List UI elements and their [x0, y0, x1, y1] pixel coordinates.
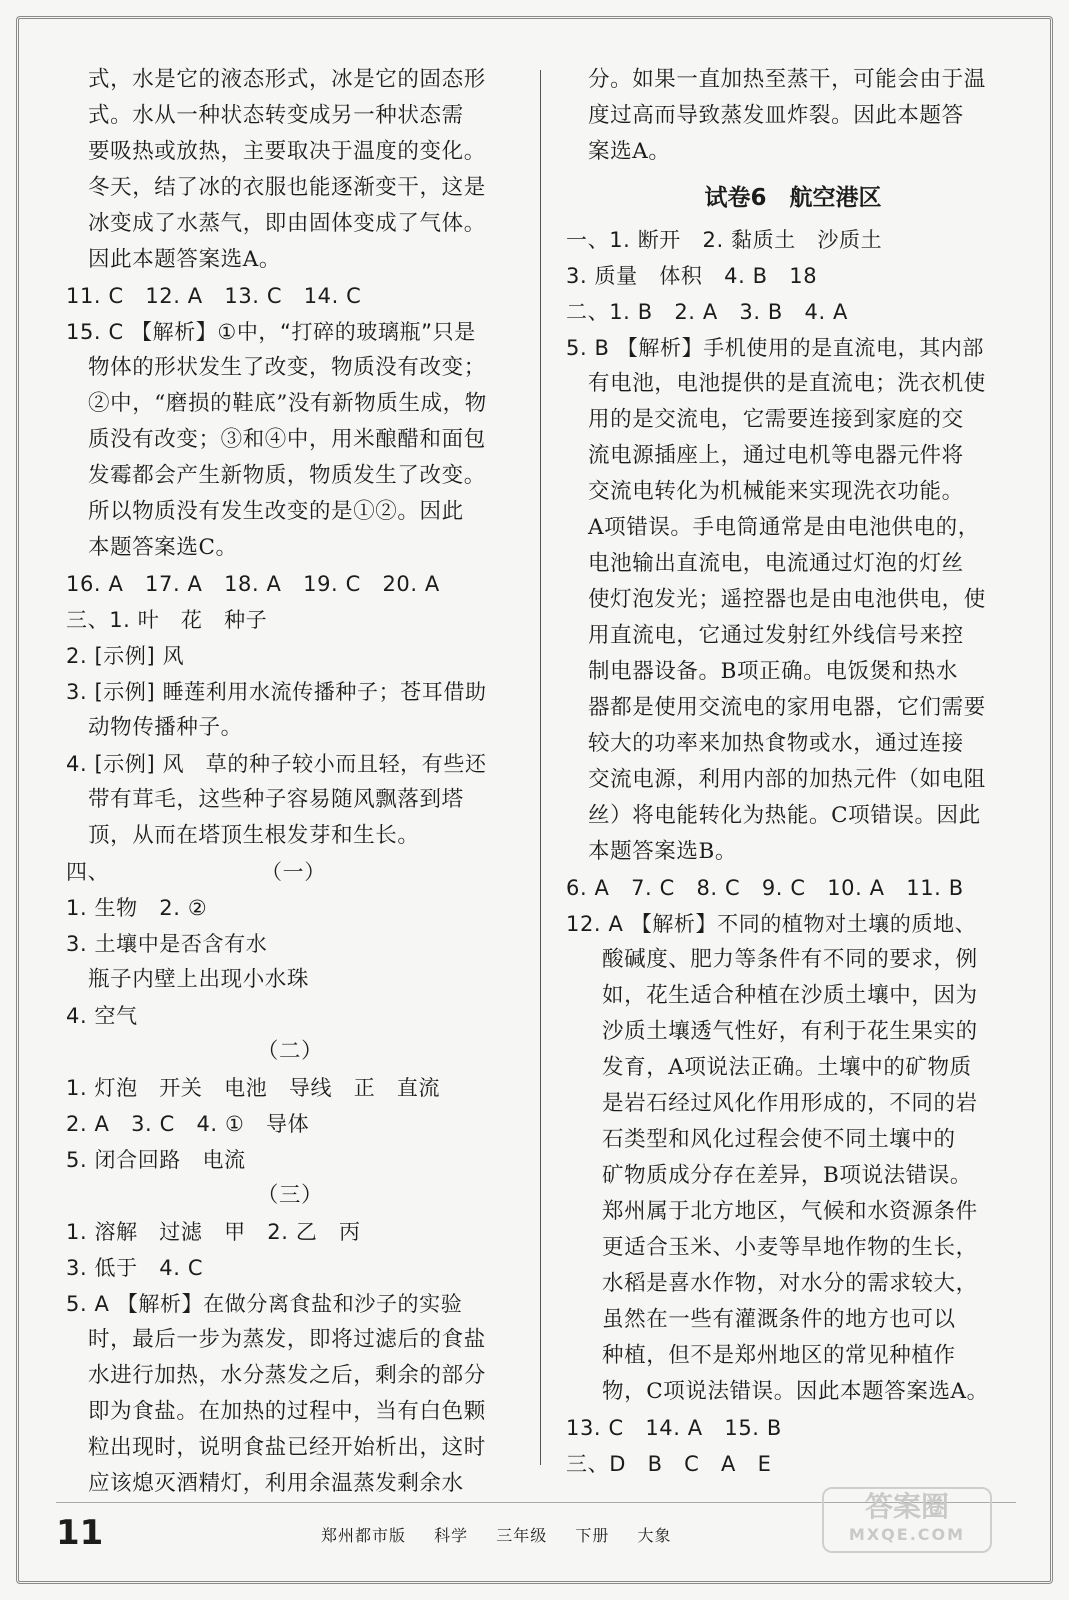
watermark-logo	[822, 1487, 992, 1553]
column-divider	[540, 70, 541, 1465]
answer-line: 5. 闭合回路 电流	[66, 1148, 246, 1172]
answer-line: 二、1. B 2. A 3. B 4. A	[566, 300, 848, 324]
explanation-line: 式。水从一种状态转变成另一种状态需	[88, 103, 464, 128]
explanation-line: 所以物质没有发生改变的是①②。因此	[88, 499, 464, 524]
answer-line: 16. A 17. A 18. A 19. C 20. A	[66, 572, 440, 596]
explanation-line: 水进行加热，水分蒸发之后，剩余的部分	[88, 1363, 486, 1388]
explanation-line: 郑州属于北方地区，气候和水资源条件	[602, 1199, 978, 1224]
subsection-label: （二）	[256, 1039, 324, 1064]
answer-line: 13. C 14. A 15. B	[566, 1416, 782, 1440]
explanation-line: 冬天，结了冰的衣服也能逐渐变干，这是	[88, 175, 486, 200]
explanation-line: 本题答案选C。	[88, 535, 238, 560]
answer-line: 5. A 【解析】在做分离食盐和沙子的实验	[66, 1292, 463, 1316]
footer-grade: 三年级	[496, 1526, 548, 1545]
explanation-line: 式，水是它的液态形式，冰是它的固态形	[88, 67, 486, 92]
explanation-line: 较大的功率来加热食物或水，通过连接	[588, 731, 964, 756]
answer-line: 四、 （一）	[66, 860, 326, 884]
answer-line: 4. [示例] 风 草的种子较小而且轻，有些还	[66, 752, 487, 776]
explanation-line: 使灯泡发光；遥控器也是由电池供电，使	[588, 587, 986, 612]
explanation-line: 虽然在一些有灌溉条件的地方也可以	[602, 1307, 956, 1332]
answer-line: 1. 生物 2. ②	[66, 896, 208, 920]
explanation-line: 动物传播种子。	[88, 715, 243, 740]
explanation-line: 用直流电，它通过发射红外线信号来控	[588, 623, 964, 648]
explanation-line: 应该熄灭酒精灯，利用余温蒸发剩余水	[88, 1471, 464, 1496]
answer-line: 2. [示例] 风	[66, 644, 185, 668]
right-column-continuation	[566, 62, 1020, 170]
explanation-line: 用的是交流电，它需要连接到家庭的交	[588, 407, 964, 432]
explanation-line: 电池输出直流电，电流通过灯泡的灯丝	[588, 551, 964, 576]
explanation-line: 石类型和风化过程会使不同土壤中的	[602, 1127, 956, 1152]
explanation-line: 交流电转化为机械能来实现洗衣功能。	[588, 479, 964, 504]
left-column	[66, 62, 514, 1502]
explanation-line: 更适合玉米、小麦等旱地作物的生长，	[602, 1235, 978, 1260]
answer-line: 3. 土壤中是否含有水	[66, 932, 268, 956]
explanation-line: 物，C项说法错误。因此本题答案选A。	[602, 1379, 989, 1404]
watermark-text: 答案圈	[864, 1490, 949, 1523]
explanation-line: A项错误。手电筒通常是由电池供电的，	[588, 515, 980, 540]
explanation-line: 物体的形状发生了改变，物质没有改变；	[88, 355, 486, 380]
footer-subject: 科学	[434, 1526, 469, 1545]
explanation-line: 本题答案选B。	[588, 839, 738, 864]
section-heading: 试卷6 航空港区	[704, 185, 882, 211]
answer-line: 3. 低于 4. C	[66, 1256, 204, 1280]
answer-line: 4. 空气	[66, 1004, 138, 1028]
answer-line: 三、D B C A E	[566, 1452, 772, 1476]
explanation-line: 质没有改变；③和④中，用米酿醋和面包	[88, 427, 486, 452]
explanation-line: 顶，从而在塔顶生根发芽和生长。	[88, 823, 420, 848]
explanation-line: 丝）将电能转化为热能。C项错误。因此	[588, 803, 981, 828]
explanation-line: ②中，“磨损的鞋底”没有新物质生成，物	[88, 391, 487, 416]
answer-line: 3. [示例] 睡莲利用水流传播种子；苍耳借助	[66, 680, 487, 704]
answer-line: 15. C 【解析】①中，“打碎的玻璃瓶”只是	[66, 320, 476, 344]
footer-info	[321, 1523, 693, 1546]
explanation-line: 发霉都会产生新物质，物质发生了改变。	[88, 463, 486, 488]
answer-line: 1. 灯泡 开关 电池 导线 正 直流	[66, 1076, 441, 1100]
answer-line: 2. A 3. C 4. ① 导体	[66, 1112, 310, 1136]
explanation-line: 有电池，电池提供的是直流电；洗衣机使	[588, 371, 986, 396]
explanation-line: 案选A。	[588, 139, 671, 164]
footer-publisher: 大象	[637, 1526, 672, 1545]
footer-volume: 下册	[575, 1526, 610, 1545]
explanation-line: 瓶子内壁上出现小水珠	[88, 967, 310, 992]
answer-line: 一、1. 断开 2. 黏质土 沙质土	[566, 228, 883, 252]
explanation-line: 是岩石经过风化作用形成的，不同的岩	[602, 1091, 978, 1116]
explanation-line: 要吸热或放热，主要取决于温度的变化。	[88, 139, 486, 164]
page-footer	[56, 1490, 1016, 1563]
explanation-line: 冰变成了水蒸气，即由固体变成了气体。	[88, 211, 486, 236]
explanation-line: 带有茸毛，这些种子容易随风飘落到塔	[88, 787, 464, 812]
answer-line: 12. A 【解析】不同的植物对土壤的质地、	[566, 912, 977, 936]
right-column	[566, 62, 1020, 1482]
explanation-line: 矿物质成分存在差异，B项说法错误。	[602, 1163, 973, 1188]
explanation-line: 种植，但不是郑州地区的常见种植作	[602, 1343, 956, 1368]
answer-line: 5. B 【解析】手机使用的是直流电，其内部	[566, 336, 984, 360]
footer-edition: 郑州都市版	[321, 1526, 407, 1545]
subsection-label: （三）	[256, 1183, 324, 1208]
explanation-line: 酸碱度、肥力等条件有不同的要求，例	[602, 947, 978, 972]
explanation-line: 制电器设备。B项正确。电饭煲和热水	[588, 659, 959, 684]
explanation-line: 器都是使用交流电的家用电器，它们需要	[588, 695, 986, 720]
answer-line: 11. C 12. A 13. C 14. C	[66, 284, 362, 308]
explanation-line: 因此本题答案选A。	[88, 247, 281, 272]
watermark-url: MXQE.COM	[848, 1525, 966, 1544]
explanation-line: 时，最后一步为蒸发，即将过滤后的食盐	[88, 1327, 486, 1352]
explanation-line: 水稻是喜水作物，对水分的需求较大，	[602, 1271, 978, 1296]
answer-line: 1. 溶解 过滤 甲 2. 乙 丙	[66, 1220, 361, 1244]
page-number: 11	[56, 1513, 104, 1553]
explanation-line: 度过高而导致蒸发皿炸裂。因此本题答	[588, 103, 964, 128]
right-column-answers	[566, 222, 1020, 1482]
explanation-line: 交流电源，利用内部的加热元件（如电阻	[588, 767, 986, 792]
explanation-line: 如，花生适合种植在沙质土壤中，因为	[602, 983, 978, 1008]
explanation-line: 分。如果一直加热至蒸干，可能会由于温	[588, 67, 986, 92]
explanation-line: 即为食盐。在加热的过程中，当有白色颗	[88, 1399, 486, 1424]
explanation-line: 流电源插座上，通过电机等电器元件将	[588, 443, 964, 468]
explanation-line: 沙质土壤透气性好，有利于花生果实的	[602, 1019, 978, 1044]
explanation-line: 粒出现时，说明食盐已经开始析出，这时	[88, 1435, 486, 1460]
explanation-line: 发育，A项说法正确。土壤中的矿物质	[602, 1055, 972, 1080]
answer-line: 6. A 7. C 8. C 9. C 10. A 11. B	[566, 876, 964, 900]
answer-line: 3. 质量 体积 4. B 18	[566, 264, 818, 288]
answer-line: 三、1. 叶 花 种子	[66, 608, 268, 632]
